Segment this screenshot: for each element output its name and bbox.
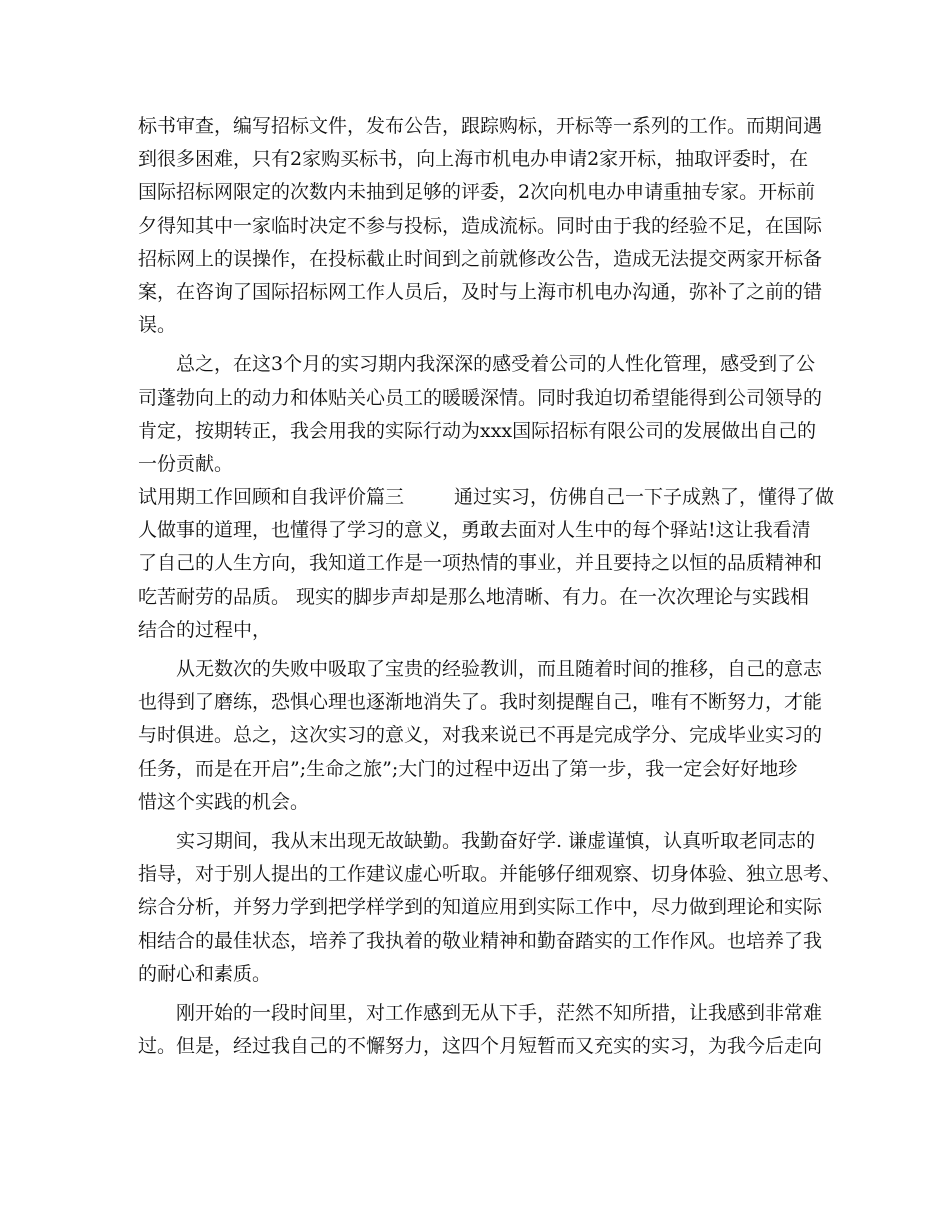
text-line: 刚开始的一段时间里，对工作感到无从下手，茫然不知所措，让我感到非常难	[138, 1001, 823, 1024]
text-line: 结合的过程中，	[138, 618, 272, 641]
text-line: 总之，在这3个月的实习期内我深深的感受着公司的人性化管理，感受到了公	[138, 353, 816, 376]
section-heading: 试用期工作回顾和自我评价篇三	[138, 486, 405, 509]
text-line: 人做事的道理，也懂得了学习的意义，勇敢去面对人生中的每个驿站!这让我看清	[138, 519, 811, 542]
text-line: 也得到了磨练，恐惧心理也逐渐地消失了。我时刻提醒自己，唯有不断努力，才能	[138, 691, 823, 714]
text-line: 司蓬勃向上的动力和体贴关心员工的暖暖深情。同时我迫切希望能得到公司领导的	[138, 386, 823, 409]
text-line: 招标网上的误操作，在投标截止时间到之前就修改公告，造成无法提交两家开标备	[138, 247, 823, 270]
text-line: 与时俱进。总之，这次实习的意义，对我来说已不再是完成学分、完成毕业实习的	[138, 724, 823, 747]
paragraph-4	[138, 653, 823, 819]
text-line: 实习期间，我从末出现无故缺勤。我勤奋好学. 谦虚谨慎，认真听取老同志的	[138, 829, 816, 852]
text-line: 的耐心和素质。	[138, 962, 272, 985]
section-heading-continuation: 通过实习，仿佛自己一下子成熟了，懂得了做	[454, 486, 835, 509]
paragraph-5	[138, 825, 842, 991]
text-line: 吃苦耐劳的品质。 现实的脚步声却是那么地清晰、有力。在一次次理论与实践相	[138, 585, 810, 608]
text-line: 惜这个实践的机会。	[138, 790, 310, 813]
text-line: 误。	[138, 314, 177, 337]
text-line: 从无数次的失败中吸取了宝贵的经验教训，而且随着时间的推移，自己的意志	[138, 658, 823, 680]
text-line: 任务，而是在开启”;生命之旅”;大门的过程中迈出了第一步，我一定会好好地珍	[138, 757, 798, 780]
paragraph-1	[138, 110, 823, 342]
text-line: 一份贡献。	[138, 452, 234, 475]
text-line	[138, 481, 835, 514]
text-line: 指导，对于别人提出的工作建议虚心听取。并能够仔细观察、切身体验、独立思考、	[138, 863, 842, 886]
paragraph-3	[138, 481, 835, 647]
text-line: 过。但是，经过我自己的不懈努力，这四个月短暂而又充实的实习，为我今后走向	[138, 1035, 823, 1058]
paragraph-2	[138, 348, 823, 481]
text-line: 到很多困难，只有2家购买标书，向上海市机电办申请2家开标，抽取评委时，在	[138, 148, 809, 171]
text-line: 相结合的最佳状态，培养了我执着的敬业精神和勤奋踏实的工作作风。也培养了我	[138, 929, 823, 952]
text-line: 标书审查，编写招标文件，发布公告，跟踪购标，开标等一系列的工作。而期间遇	[138, 115, 823, 137]
text-line: 夕得知其中一家临时决定不参与投标，造成流标。同时由于我的经验不足，在国际	[138, 214, 823, 237]
text-line: 肯定，按期转正，我会用我的实际行动为xxx国际招标有限公司的发展做出自己的	[138, 419, 817, 442]
paragraph-6	[138, 997, 823, 1063]
text-line: 案，在咨询了国际招标网工作人员后，及时与上海市机电办沟通，弥补了之前的错	[138, 280, 823, 303]
text-line: 综合分析，并努力学到把学样学到的知道应用到实际工作中，尽力做到理论和实际	[138, 896, 823, 919]
text-line: 国际招标网限定的次数内未抽到足够的评委，2次向机电办申请重抽专家。开标前	[138, 181, 816, 204]
text-line: 了自己的人生方向，我知道工作是一项热情的事业，并且要持之以恒的品质精神和	[138, 552, 823, 575]
